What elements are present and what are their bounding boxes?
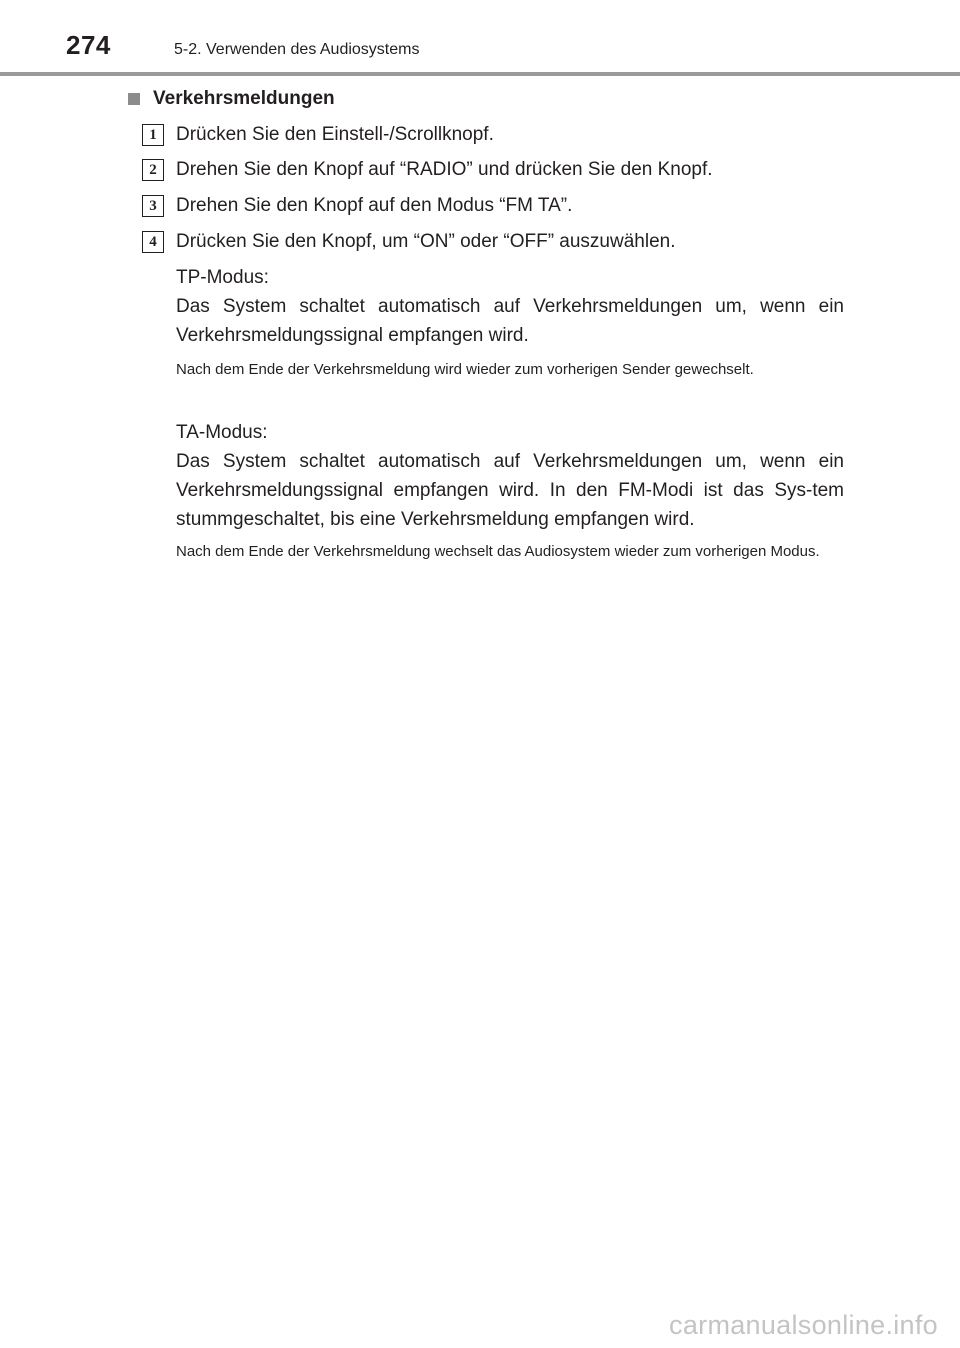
square-bullet-icon [128, 93, 140, 105]
watermark: carmanualsonline.info [669, 1310, 938, 1340]
step-4 [142, 229, 675, 255]
step-1 [142, 122, 494, 148]
tp-mode-note: Nach dem Ende der Verkehrsmeldung wird wieder zum vorherigen Sender gewechselt. [176, 361, 754, 378]
step-3 [142, 193, 572, 219]
chapter-title: 5-2. Verwenden des Audiosystems [174, 41, 420, 58]
section-heading-label: Verkehrsmeldungen [153, 88, 335, 109]
step-number-badge: 2 [142, 159, 164, 181]
step-number-badge: 4 [142, 231, 164, 253]
header-divider [0, 72, 960, 76]
ta-mode-title: TA-Modus: [176, 422, 268, 443]
page-number: 274 [66, 30, 111, 60]
tp-mode-title: TP-Modus: [176, 267, 269, 288]
ta-mode-description: Das System schaltet automatisch auf Verkehrsmeldungen um, wenn ein Verkehrsmeldungssignal empfangen wird. In den FM-Modi ist das Sys-tem stummgeschaltet, bis eine Verkehrsmeldung empfangen wird. [176, 451, 844, 530]
step-text: Drehen Sie den Knopf auf “RADIO” und drücken Sie den Knopf. [176, 159, 713, 180]
step-number-badge: 1 [142, 124, 164, 146]
step-text: Drücken Sie den Einstell-/Scrollknopf. [176, 124, 494, 145]
ta-mode-note: Nach dem Ende der Verkehrsmeldung wechselt das Audiosystem wieder zum vorherigen Modus. [176, 543, 820, 560]
step-text: Drehen Sie den Knopf auf den Modus “FM TA”. [176, 195, 573, 216]
section-heading [128, 88, 335, 110]
step-text: Drücken Sie den Knopf, um “ON” oder “OFF” auszuwählen. [176, 231, 676, 252]
step-2 [142, 157, 713, 183]
tp-mode-description: Das System schaltet automatisch auf Verkehrsmeldungen um, wenn ein Verkehrsmeldungssignal empfangen wird. [176, 296, 844, 346]
step-number-badge: 3 [142, 195, 164, 217]
